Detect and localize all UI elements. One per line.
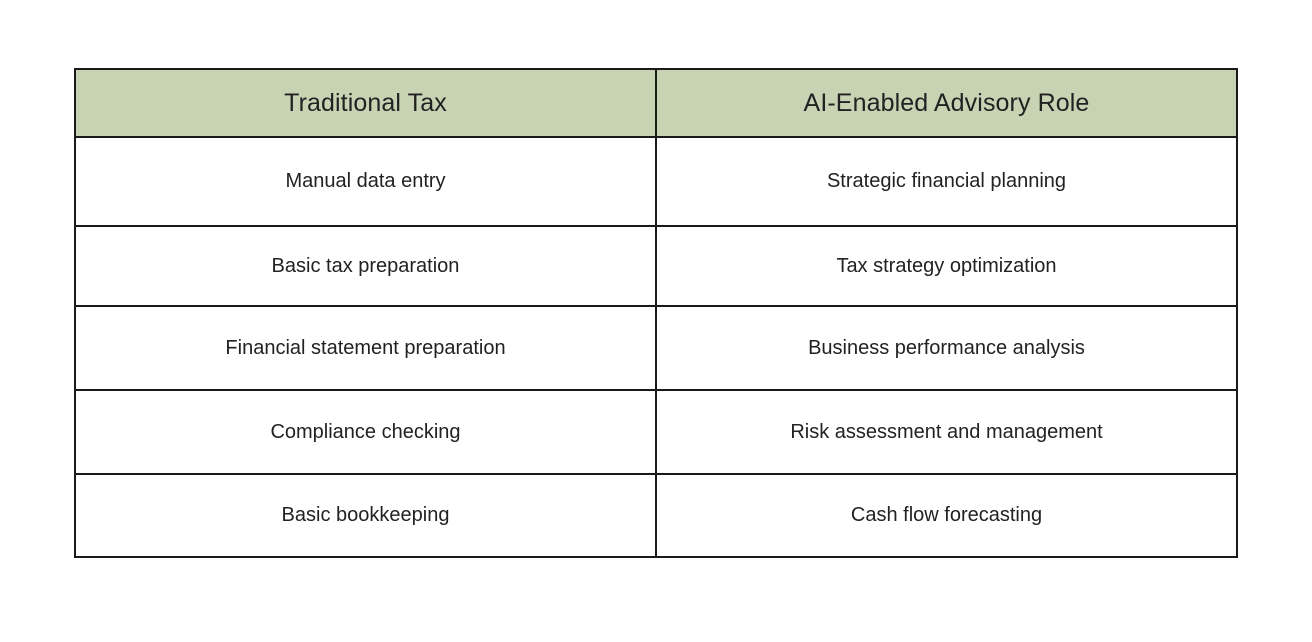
advisory-cell: Cash flow forecasting [656, 474, 1237, 557]
header-row [75, 69, 1237, 137]
advisory-cell: Risk assessment and management [656, 390, 1237, 474]
table-row [75, 137, 1237, 226]
comparison-table [74, 68, 1238, 558]
traditional-cell: Basic tax preparation [75, 226, 656, 306]
traditional-cell: Manual data entry [75, 137, 656, 226]
traditional-cell: Compliance checking [75, 390, 656, 474]
header-traditional-tax: Traditional Tax [75, 69, 656, 137]
table-row [75, 474, 1237, 557]
traditional-cell: Basic bookkeeping [75, 474, 656, 557]
table-body [75, 137, 1237, 557]
table-row [75, 390, 1237, 474]
traditional-cell: Financial statement preparation [75, 306, 656, 390]
table-row [75, 306, 1237, 390]
advisory-cell: Strategic financial planning [656, 137, 1237, 226]
advisory-cell: Business performance analysis [656, 306, 1237, 390]
table-header [75, 69, 1237, 137]
advisory-cell: Tax strategy optimization [656, 226, 1237, 306]
header-ai-enabled-advisory-role: AI-Enabled Advisory Role [656, 69, 1237, 137]
table-row [75, 226, 1237, 306]
